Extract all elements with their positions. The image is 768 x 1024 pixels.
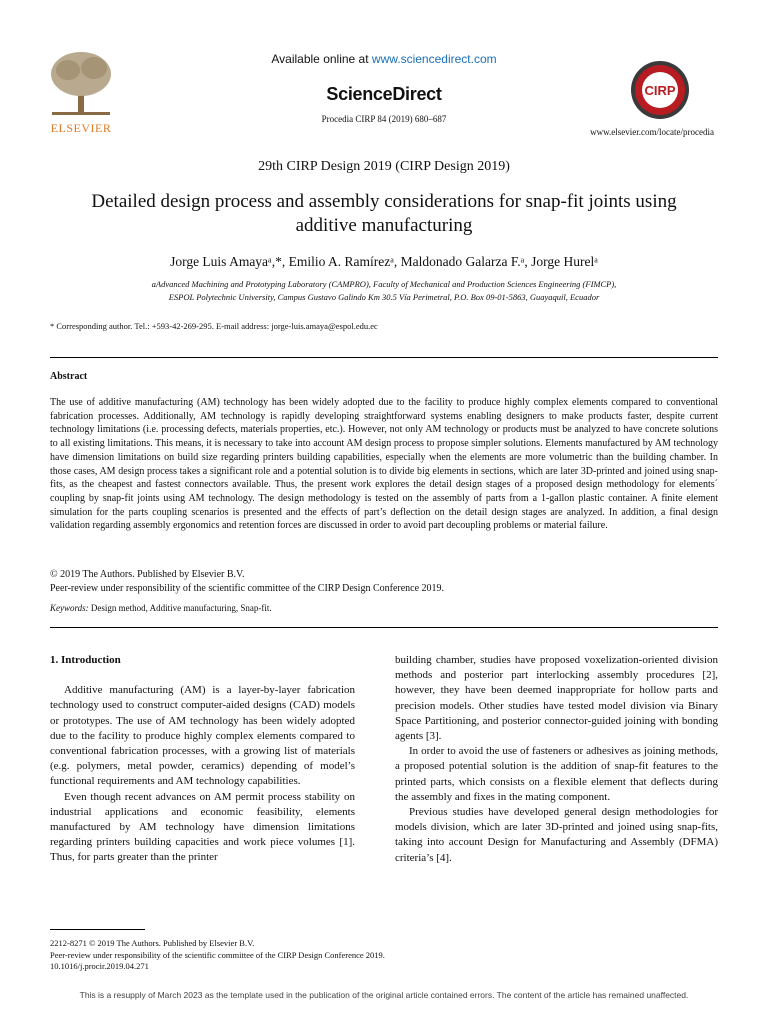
left-column [50, 653, 355, 866]
journal-reference: Procedia CIRP 84 (2019) 680–687 [321, 114, 447, 124]
author-list: Jorge Luis Amayaᵃ,*, Emilio A. Ramírezᵃ, Maldonado Galarza F.ᵃ, Jorge Hurelᵃ [170, 254, 598, 269]
doi-line[interactable]: 10.1016/j.procir.2019.04.271 [50, 961, 149, 971]
footnote-rule [50, 929, 145, 930]
sciencedirect-link[interactable]: www.sciencedirect.com [371, 52, 497, 66]
keywords-label: Keywords: [50, 603, 89, 613]
cirp-logo-icon [630, 60, 690, 120]
affiliation-line-1: aAdvanced Machining and Prototyping Laboratory (CAMPRO), Faculty of Mechanical and Production Sciences Engineering (FIMCP), [151, 279, 617, 289]
keywords-values: Design method, Additive manufacturing, Snap-fit. [88, 603, 272, 613]
divider-bottom [50, 627, 718, 628]
svg-text:CIRP: CIRP [644, 83, 676, 98]
intro-paragraph-2: Even though recent advances on AM permit process stability on industrial applications and economic feasibility, elements manufactured by AM technology have dimension limitations regarding printers building capacities and work piece volumes [1]. Thus, for parts greater than the printer [50, 790, 355, 864]
footer-info [50, 938, 385, 973]
available-prefix: Available online at [271, 52, 372, 66]
corresponding-author: * Corresponding author. Tel.: +593-42-269-295. E-mail address: jorge-luis.amaya@espol.edu.ec [50, 321, 378, 331]
resupply-note: This is a resupply of March 2023 as the template used in the publication of the original article contained errors. The content of the article has remained unaffected. [79, 990, 689, 1000]
intro-paragraph-5: Previous studies have developed general design methodologies for models division, which are later 3D-printed and joined using snap-fits, taking into account Design for Manufacturing and Assembly (DFMA) criteria’s [4]. [395, 806, 718, 864]
affiliation-line-2: ESPOL Polytechnic University, Campus Gustavo Galindo Km 30.5 Vía Perimetral, P.O. Box 09-01-5863, Guayaquil, Ecuador [168, 292, 600, 302]
footer-peer-review: Peer-review under responsibility of the scientific committee of the CIRP Design Conference 2019. [50, 949, 385, 960]
peer-review-line: Peer-review under responsibility of the scientific committee of the CIRP Design Conference 2019. [50, 582, 445, 594]
paper-title: Detailed design process and assembly considerations for snap-fit joints using additive manufacturing [91, 191, 677, 236]
intro-paragraph-3: building chamber, studies have proposed voxelization-oriented division methods and posterior part interlocking assembly procedures [2], however, they have been deemed inappropriate for hollow parts and precision models. Other studies have tested model division via Binary Space Partitioning, and posterior connector-guided joining with bonding agents [3]. [395, 654, 718, 743]
conference-name: 29th CIRP Design 2019 (CIRP Design 2019) [258, 159, 510, 174]
affiliation [60, 278, 708, 304]
copyright-block [50, 568, 444, 595]
copyright-line: © 2019 The Authors. Published by Elsevier B.V. [50, 569, 245, 580]
keywords [50, 603, 272, 613]
publisher-name: ELSEVIER [50, 121, 112, 135]
issn-line: 2212-8271 © 2019 The Authors. Published by Elsevier B.V. [50, 938, 255, 948]
divider-top [50, 357, 718, 358]
intro-paragraph-1: Additive manufacturing (AM) is a layer-by-layer fabrication technology used to construct computer-aided designs (CAD) models or prototypes. The use of AM technology has been widely adopted due to the facility to produce highly complex elements compared to conventional fabrication processes, with a growing list of materials (e.g. polymers, metal powder, ceramics) depending of model’s functional requirements and AM technology capabilities. [50, 684, 355, 788]
abstract-heading: Abstract [50, 371, 88, 382]
right-column [395, 653, 718, 866]
platform-name: ScienceDirect [326, 84, 442, 104]
journal-url[interactable]: www.elsevier.com/locate/procedia [590, 127, 714, 137]
abstract-text: The use of additive manufacturing (AM) technology has been widely adopted due to the facility to produce highly complex elements compared to conventional fabrication processes. Additionally, AM technology is rapidly developing straightforward systems enabling designers to make products faster, despite current technology limitations (i.e. processing defects, materials properties, etc.). However, not only AM technology or products must be analyzed to have concrete solutions to all existing limitations. This means, it is necessary to take into account AM design process to propose simpler solutions. Elements manufactured by AM technology have dimension limitations on build size regarding printers building capabilities, especially when the elements are more volumetric than the building chamber. In those cases, AM design process takes a significant role and a potential solution is to divide big elements in sections, which are later 3D-printed and joined using snap-fits, as the cheapest and fastest connectors available. Thus, the present work explores the detail design stages of a proposed design methodology for elements´ coupling by snap-fit joints using AM technology. The design methodology is tested on the assembly of parts from a 1-gallon plastic container. A finite element simulation for the parts coupling scenarios is presented and the effects of part’s deflection on the detail design stages are analyzed. In addition, a final design validation regarding assembly ergonomics and retention forces are discussed in order to avoid part decoupling problems or material failure. [50, 397, 718, 532]
section-heading: 1. Introduction [50, 654, 121, 666]
intro-paragraph-4: In order to avoid the use of fasteners or adhesives as joining methods, a proposed potential solution is the addition of snap-fit features to the printed parts, which consists on a flexible element that deflects during the assembly and fixes in the mating component. [395, 745, 718, 803]
